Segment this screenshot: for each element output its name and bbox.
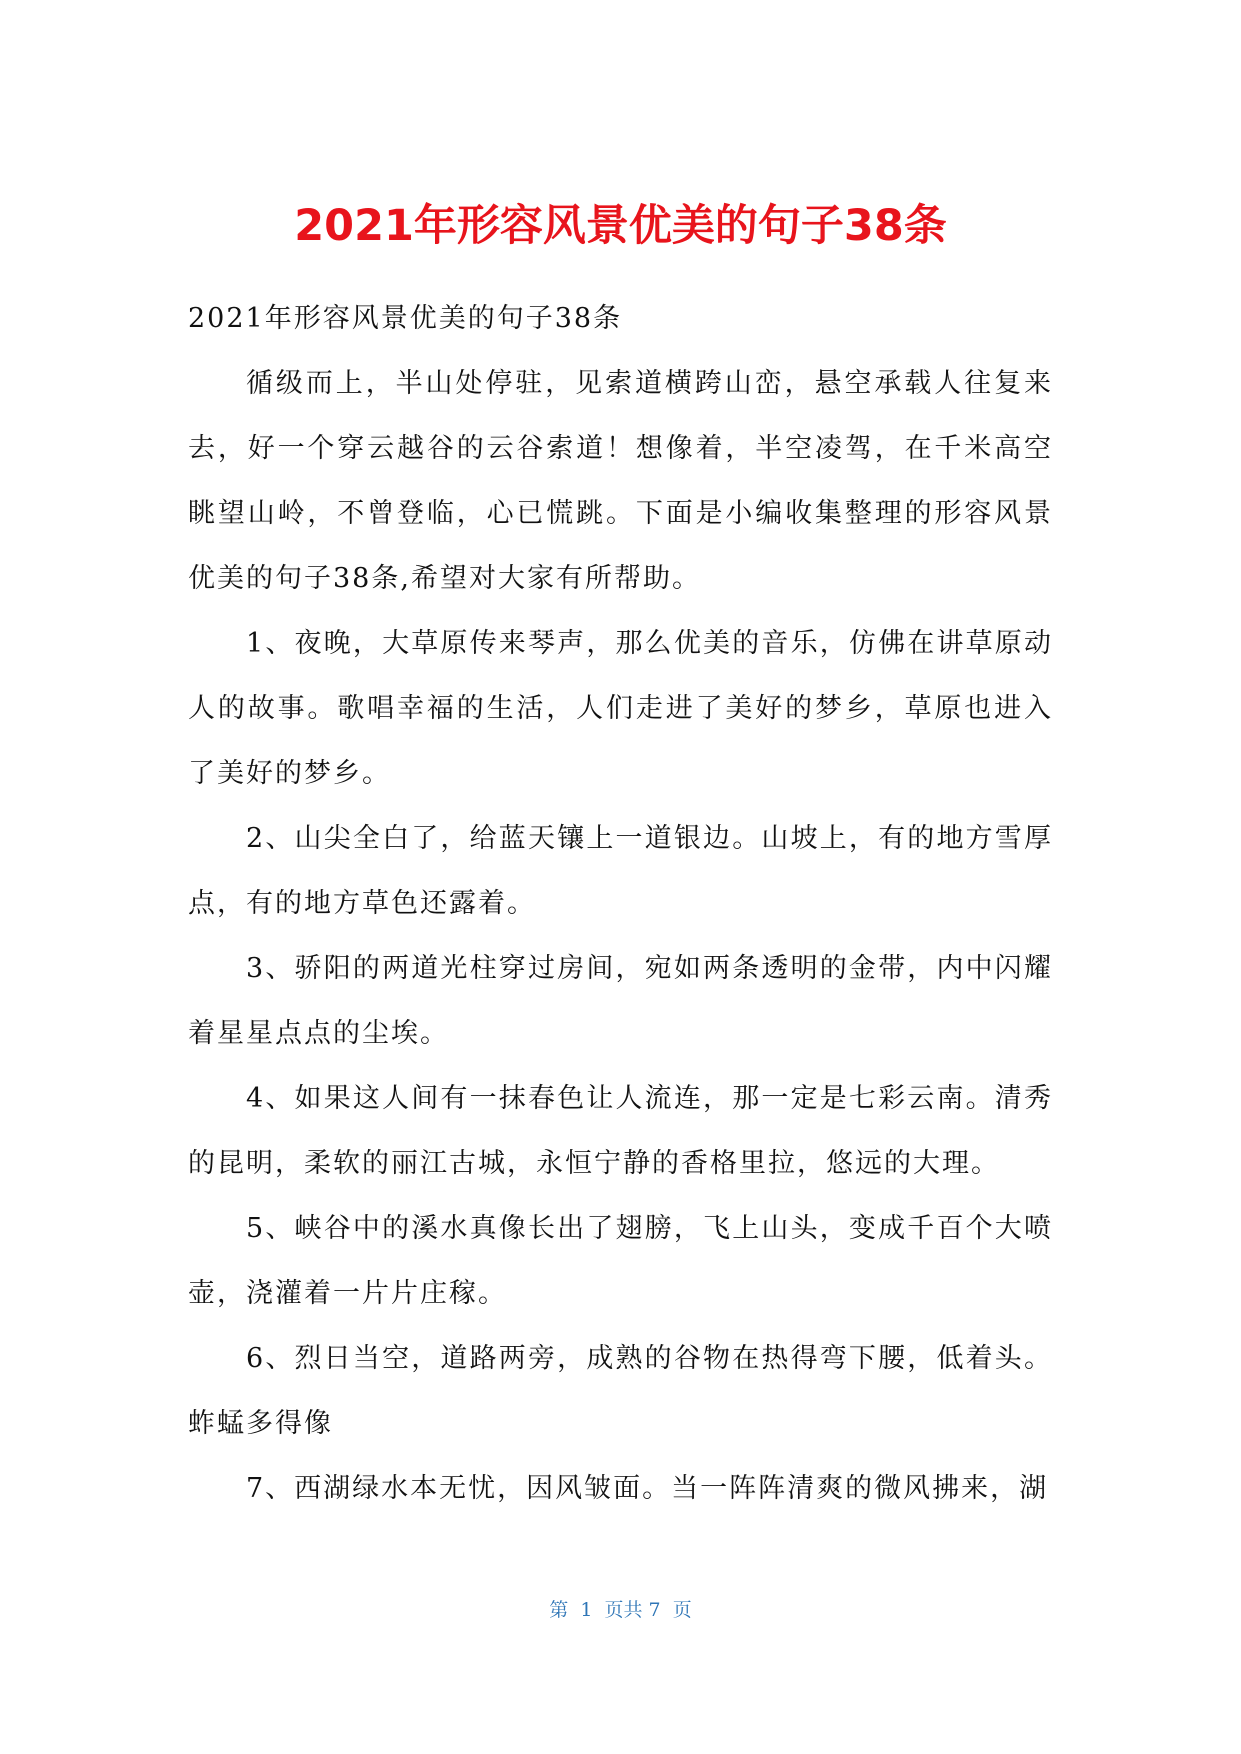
document-subtitle: 2021年形容风景优美的句子38条 bbox=[188, 303, 623, 334]
sentence-item-6: 6、烈日当空，道路两旁，成熟的谷物在热得弯下腰，低着头。蚱蜢多得像 bbox=[188, 1343, 1053, 1439]
sentence-item-4: 4、如果这人间有一抹春色让人流连，那一定是七彩云南。清秀的昆明，柔软的丽江古城，永恒宁静的香格里拉，悠远的大理。 bbox=[188, 1083, 1053, 1179]
sentence-item-1: 1、夜晚，大草原传来琴声，那么优美的音乐，仿佛在讲草原动人的故事。歌唱幸福的生活，人们走进了美好的梦乡，草原也进入了美好的梦乡。 bbox=[188, 628, 1053, 789]
document-body bbox=[188, 286, 1053, 1521]
sentence-item-5: 5、峡谷中的溪水真像长出了翅膀，飞上山头，变成千百个大喷壶，浇灌着一片片庄稼。 bbox=[188, 1213, 1053, 1309]
document-title: 2021年形容风景优美的句子38条 bbox=[294, 201, 947, 251]
page-number-footer: 第 1 页共 7 页 bbox=[549, 1599, 692, 1621]
sentence-item-7: 7、西湖绿水本无忧，因风皱面。当一阵阵清爽的微风拂来，湖 bbox=[246, 1473, 1049, 1504]
sentence-item-3: 3、骄阳的两道光柱穿过房间，宛如两条透明的金带，内中闪耀着星星点点的尘埃。 bbox=[188, 953, 1053, 1049]
sentence-item-2: 2、山尖全白了，给蓝天镶上一道银边。山坡上，有的地方雪厚点，有的地方草色还露着。 bbox=[188, 823, 1053, 919]
intro-paragraph: 循级而上，半山处停驻，见索道横跨山峦，悬空承载人往复来去，好一个穿云越谷的云谷索道！想像着，半空凌驾，在千米高空眺望山岭，不曾登临，心已慌跳。下面是小编收集整理的形容风景优美的句子38条,希望对大家有所帮助。 bbox=[188, 368, 1053, 594]
